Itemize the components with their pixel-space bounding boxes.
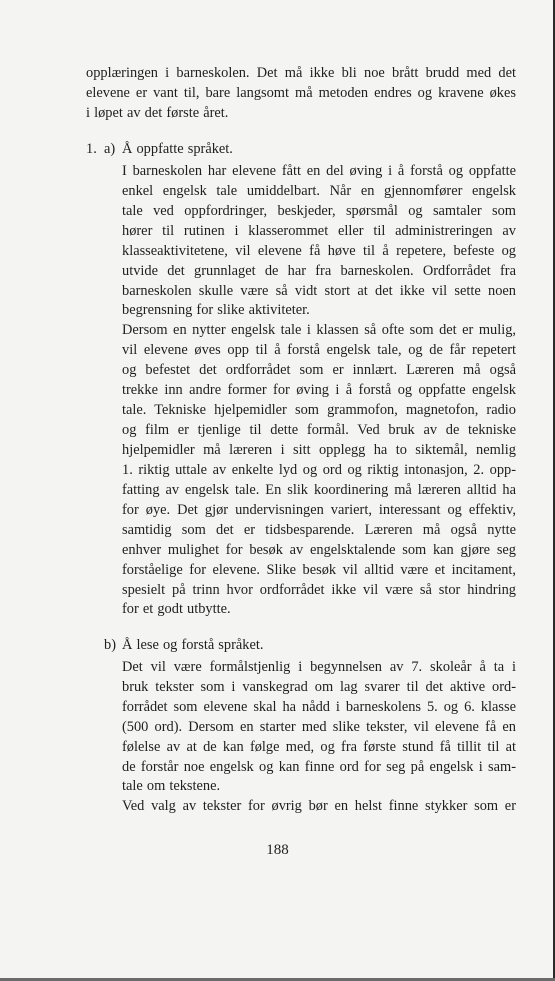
section-b-heading: Å lese og forstå språket. — [122, 637, 264, 653]
paragraph-line: begrensning for slike aktiviteter. — [122, 302, 310, 318]
page-number: 188 — [266, 842, 289, 858]
paragraph-line: hjelpemidler må læreren i sitt opplegg ha to siktemål, nemlig — [122, 442, 516, 458]
section-a-heading: Å oppfatte språket. — [122, 141, 233, 157]
paragraph-line: Det vil være formålstjenlig i begynnelsen av 7. skoleår å ta i — [122, 659, 516, 675]
paragraph-line: for øye. Det gjør undervisningen variert, interessant og effektiv, — [122, 502, 516, 518]
intro-line: i løpet av det første året. — [86, 105, 229, 121]
paragraph-line: vil elevene øves opp til å forstå engelsk tale, og de får repetert — [122, 342, 516, 358]
paragraph-line: samtidig som det er tidsbesparende. Læreren må også nytte — [122, 522, 516, 538]
paragraph-line: Ved valg av tekster for øvrig bør en helst finne stykker som er — [122, 798, 516, 814]
intro-line: opplæringen i barneskolen. Det må ikke bli noe brått brudd med det — [86, 65, 516, 81]
paragraph-line: bruk tekster som i vanskegrad om lag svarer til det aktive ord- — [122, 679, 516, 695]
paragraph-line: utvide det grunnlaget de har fra barneskolen. Ordforrådet fra — [122, 263, 516, 279]
paragraph-line: enkel engelsk tale umiddelbart. Når en gjennomfører engelsk — [122, 183, 516, 199]
paragraph-line: og film er tjenlige til dette formål. Ved bruk av de tekniske — [122, 422, 516, 438]
paragraph-line: (500 ord). Dersom en starter med slike tekster, vil elevene få en — [122, 719, 516, 735]
paragraph-line: og befestet det ordforrådet som er innlært. Læreren må også — [122, 362, 516, 378]
paragraph-line: fatting av engelsk tale. En slik koordinering må læreren alltid ha — [122, 482, 516, 498]
paragraph-line: I barneskolen har elevene fått en del øving i å forstå og oppfatte — [122, 163, 516, 179]
paragraph-line: forrådet som elevene skal ha nådd i barneskolens 5. og 6. klasse — [122, 699, 516, 715]
paragraph-line: 1. riktig uttale av enkelte lyd og ord og riktig intonasjon, 2. opp- — [122, 462, 516, 478]
intro-line: elevene er vant til, bare langsomt må metoden endres og kravene økes — [86, 85, 516, 101]
paragraph-line: tale ved oppfordringer, beskjeder, spørsmål og samtaler som — [122, 203, 516, 219]
paragraph-line: følelse av at de kan følge med, og fra første stund få tillit til at — [122, 739, 516, 755]
section-letter-a: a) — [104, 141, 116, 157]
paragraph-line: forståelige for elevene. Slike besøk vil alltid være et incitament, — [122, 562, 516, 578]
paragraph-line: de forstår noe engelsk og kan finne ord for seg på engelsk i sam- — [122, 759, 516, 775]
paragraph-line: tale. Tekniske hjelpemidler som grammofon, magnetofon, radio — [122, 402, 516, 418]
paragraph-line: spesielt på trinn hvor ordforrådet ikke vil være så stor hindring — [122, 582, 516, 598]
paragraph-line: enhver mulighet for besøk av engelsktalende som kan gjøre seg — [122, 542, 516, 558]
paragraph-line: klasseaktivitetene, vil elevene få høve til å repetere, befeste og — [122, 243, 516, 259]
paragraph-line: Dersom en nytter engelsk tale i klassen så ofte som det er mulig, — [122, 322, 516, 338]
paragraph-line: barneskolen skulle være så vidt stort at det ikke vil sette noen — [122, 283, 516, 299]
section-letter-b: b) — [104, 637, 116, 653]
paragraph-line: tale om tekstene. — [122, 778, 221, 794]
section-number: 1. — [86, 141, 97, 157]
paragraph-line: for et godt utbytte. — [122, 601, 231, 617]
paragraph-line: hører til rutinen i klasserommet eller til administreringen av — [122, 223, 516, 239]
paragraph-line: trekke inn andre former for øving i å forstå og oppfatte engelsk — [122, 382, 516, 398]
